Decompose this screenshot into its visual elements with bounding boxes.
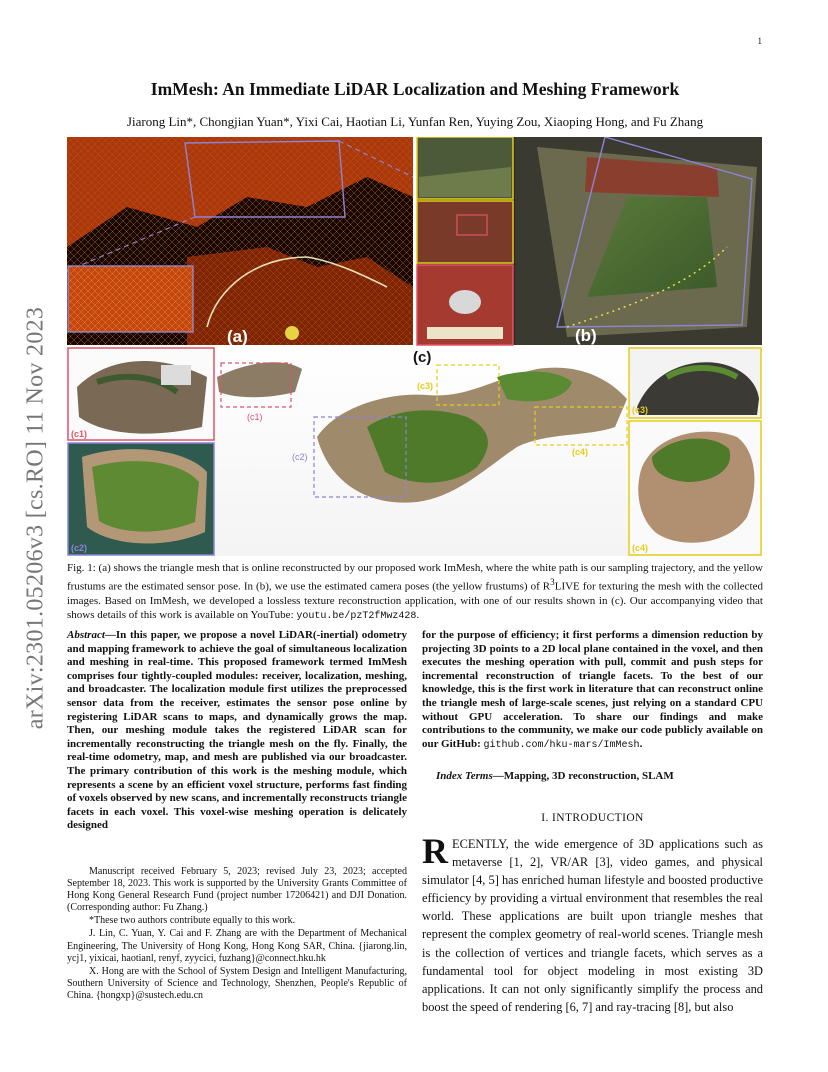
intro-body: ECENTLY, the wide emergence of 3D applications such as metaverse [1, 2], VR/AR [3], video games, and physical simulator [4, 5] has enriched human lifestyle and boosted productive efficiency by providing a virtual environment that resembles the real world. These applications are built upon triangle meshes that represent the complex geometry of real-world scenes. Triangle mesh is the collection of vertices and triangle facets, which serves as a fundamental tool for object modeling in most existing 3D applications. It can not only significantly simplify the process and boost the speed of rendering [6, 7] and ray-tracing [8], but also bbox=[422, 837, 763, 1014]
footnote-manuscript: Manuscript received February 5, 2023; revised July 23, 2023; accepted September 18, 2023. This work is supported by the University Grants Committee of Hong Kong General Research Fund (project number 17206421) and DJI Donation. (Corresponding author: Fu Zhang.) bbox=[67, 866, 407, 914]
introduction-text bbox=[422, 831, 763, 1016]
label-c1-inset: (c1) bbox=[71, 429, 88, 439]
caption-text-2: LIVE for texturing the mesh with the collected images. Based on ImMesh, we developed a lossless texture reconstruction application, with one of our results shown in (c). Our accompanying video that shows details of this work is available on YouTube: bbox=[67, 580, 763, 621]
index-terms-lead: Index Terms bbox=[436, 770, 493, 782]
caption-end: . bbox=[416, 608, 420, 621]
label-c4-inset: (c4) bbox=[632, 543, 649, 553]
label-a: (a) bbox=[227, 327, 248, 346]
abstract-text-2: for the purpose of efficiency; it first performs a dimension reduction by projecting 3D points to a 2D local plane contained in the voxel, and then executes the meshing operation with pull, commit and push steps for incremental reconstruction of triangle facets. To the best of our knowledge, this is the first work in literature that can reconstruct online the triangle mesh of large-scale scenes, just relying on a standard CPU without GPU acceleration. To share our findings and make contributions to the community, we make our code publicly available on our GitHub: bbox=[422, 629, 763, 750]
index-terms-text: —Mapping, 3D reconstruction, SLAM bbox=[492, 770, 674, 782]
footnote-affiliation-sustech: X. Hong are with the School of System Design and Intelligent Manufacturing, Southern University of Science and Technology, Shenzhen, People's Republic of China. {hongxp}@sustech.edu.cn bbox=[67, 965, 407, 1001]
abstract-column-1 bbox=[67, 629, 407, 833]
label-c3-inset: (c3) bbox=[632, 405, 649, 415]
abstract-lead: Abstract bbox=[67, 629, 105, 641]
paper-title: ImMesh: An Immediate LiDAR Localization and Meshing Framework bbox=[150, 79, 680, 99]
label-c: (c) bbox=[413, 349, 432, 366]
label-b: (b) bbox=[575, 326, 597, 345]
abstract-text-1: —In this paper, we propose a novel LiDAR(-inertial) odometry and mapping framework to achieve the goal of simultaneous localization and meshing in real-time. This proposed framework termed ImMesh comprises four tightly-coupled modules: receiver, localization, meshing, and broadcaster. The localization module first utilizes the preprocessed sensor data from the receiver, estimates the sensor pose online by registering LiDAR scans to maps, and dynamically grows the map. Then, our meshing module takes the registered LiDAR scan for incrementally reconstructing the triangle mesh on the fly. Finally, the real-time odometry, map, and mesh are published via our broadcaster. The primary contribution of this work is the meshing module, which represents a scene by an efficient voxel structure, performs fast finding of voxels observed by new scans, and incrementally reconstructs triangle facets in each voxel. This voxel-wise meshing operation is delicately designed bbox=[67, 629, 407, 832]
abstract-column-2 bbox=[422, 629, 763, 752]
footnote-affiliation-hku: J. Lin, C. Yuan, Y. Cai and F. Zhang are with the Department of Mechanical Engineering, The University of Hong Kong, Hong Kong SAR, China. {jiarong.lin, ycj1, yixicai, haotianl, renyf, zyycici, fuzhang}@connect.hku.hk bbox=[67, 928, 407, 964]
panel-a bbox=[67, 137, 413, 346]
panel-b bbox=[417, 137, 762, 345]
label-c1: (c1) bbox=[247, 412, 263, 422]
footnotes bbox=[67, 866, 407, 1003]
author-list: Jiarong Lin*, Chongjian Yuan*, Yixi Cai, Haotian Li, Yunfan Ren, Yuying Zou, Xiaoping Hong, and Fu Zhang bbox=[126, 114, 704, 129]
label-c3: (c3) bbox=[417, 381, 434, 391]
video-link[interactable]: youtu.be/pzT2fMwz428 bbox=[296, 610, 417, 622]
section-heading: I. INTRODUCTION bbox=[541, 812, 644, 824]
drop-cap: R bbox=[422, 831, 448, 871]
figure-1-graphic bbox=[67, 137, 762, 556]
caption-prefix: Fig. 1: bbox=[67, 562, 99, 574]
index-terms bbox=[422, 770, 763, 782]
label-c4: (c4) bbox=[572, 447, 589, 457]
abstract-end: . bbox=[639, 737, 643, 750]
caption-sup: 3 bbox=[550, 577, 555, 587]
figure-1 bbox=[67, 137, 762, 556]
footnote-equal-contribution: *These two authors contribute equally to this work. bbox=[89, 915, 296, 927]
page-number: 1 bbox=[757, 36, 762, 46]
label-c2-inset: (c2) bbox=[71, 543, 88, 553]
arxiv-stamp-text: arXiv:2301.05206v3 [cs.RO] 11 Nov 2023 bbox=[22, 306, 49, 730]
figure-caption bbox=[67, 561, 763, 624]
panel-c bbox=[67, 347, 762, 556]
arxiv-stamp bbox=[21, 278, 51, 758]
github-link[interactable]: github.com/hku-mars/ImMesh bbox=[483, 739, 640, 751]
label-c2: (c2) bbox=[292, 452, 308, 462]
caption-text: (a) shows the triangle mesh that is online reconstructed by our proposed work ImMesh, where the white path is our sampling trajectory, and the yellow frustums are the estimated sensor pose. In (b), we use the estimated camera poses (the yellow frustums) of R bbox=[67, 562, 763, 593]
